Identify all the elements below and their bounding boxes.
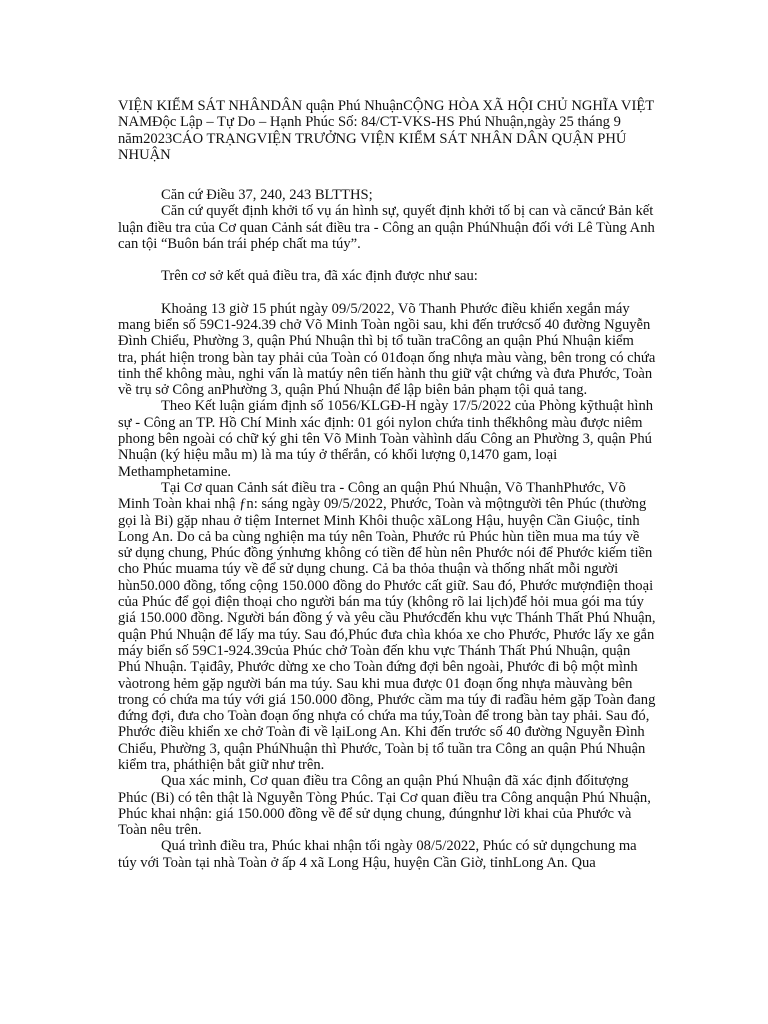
paragraph-investigation: Quá trình điều tra, Phúc khai nhận tối ngày 08/5/2022, Phúc có sử dụngchung ma túy với Toàn tại nhà Toàn ở ấp 4 xã Long Hậu, huyện Cần Giờ, tỉnhLong An. Qua [118,838,637,871]
paragraph-verification: Qua xác minh, Cơ quan điều tra Công an quận Phú Nhuận đã xác định đốitượng Phúc (Bi) có tên thật là Nguyễn Tòng Phúc. Tại Cơ quan điều tra Công anquận Phú Nhuận, Phúc khai nhận: giá 150.000 đồng về để sử dụng chung, đúngnhư lời khai của Phước và Toàn nêu trên. [118,773,651,839]
paragraph-legal-basis: Căn cứ Điều 37, 240, 243 BLTTHS; [161,187,373,204]
paragraph-arrest: Khoảng 13 giờ 15 phút ngày 09/5/2022, Võ Thanh Phước điều khiển xegắn máy mang biển số 59C1-924.39 chở Võ Minh Toàn ngồi sau, khi đến trướcsố 40 đường Nguyễn Đình Chiểu, Phường 3, quận Phú Nhuận thì bị tổ tuần traCông an quận Phú Nhuận kiểm tra, phát hiện trong bàn tay phải của Toàn có 01đoạn ống nhựa màu vàng, bên trong có chứa tinh thể không màu, nghi vấn là matúy nên tiến hành thu giữ vật chứng và đưa Phước, Toàn về trụ sở Công anPhường 3, quận Phú Nhuận để lập biên bản phạm tội quả tang. [118,300,656,399]
paragraph-findings-intro: Trên cơ sở kết quả điều tra, đã xác định được như sau: [161,268,478,285]
paragraph-testimony: Tại Cơ quan Cảnh sát điều tra - Công an quận Phú Nhuận, Võ ThanhPhước, Võ Minh Toàn khai nhậ ƒn: sáng ngày 09/5/2022, Phước, Toàn và mộtngười tên Phúc (thường gọi là Bi) gặp nhau ở tiệm Internet Minh Khôi thuộc xãLong Hậu, huyện Cần Giuộc, tỉnh Long An. Do cả ba cùng nghiện ma túy nên Toàn, Phước rủ Phúc hùn tiền mua ma túy về sử dụng chung, Phúc đồng ýnhưng không có tiền để hùn nên Phước nói để Phước kiếm tiền cho Phúc muama túy về để sử dụng chung. Cả ba thỏa thuận và thống nhất mỗi người hùn50.000 đồng, tổng cộng 150.000 đồng do Phước cất giữ. Sau đó, Phước mượnđiện thoại của Phúc để gọi điện thoại cho người bán ma túy (không rõ lai lịch)để hỏi mua gói ma túy giá 150.000 đồng. Người bán đồng ý và yêu cầu Phướcđến khu vực Thánh Thất Phú Nhuận, quận Phú Nhuận để lấy ma túy. Sau đó,Phúc đưa chìa khóa xe cho Phước, Phước lấy xe gắn máy biển số 59C1-924.39của Phúc chở Toàn đến khu vực Thánh Thất Phú Nhuận, quận Phú Nhuận. Tạiđây, Phước dừng xe cho Toàn đứng đợi bên ngoài, Phước đi bộ một mình vàotrong hẻm gặp người bán ma túy. Sau khi mua được 01 đoạn ống nhựa màuvàng bên trong có chứa ma túy với giá 150.000 đồng, Phước cầm ma túy đi rađầu hẻm gặp Toàn đang đứng đợi, đưa cho Toàn đoạn ống nhựa có chứa ma túy,Toàn để trong bàn tay phải. Sau đó, Phước điều khiển xe chở Toàn đi về lạiLong An. Khi đến trước số 40 đường Nguyễn Đình Chiểu, Phường 3, quận PhúNhuận thì Phước, Toàn bị tổ tuần tra Công an quận Phú Nhuận kiểm tra, pháthiện bắt giữ như trên. [118,479,656,773]
paragraph-forensic: Theo Kết luận giám định số 1056/KLGĐ-H ngày 17/5/2022 của Phòng kỹthuật hình sự - Công an TP. Hồ Chí Minh xác định: 01 gói nylon chứa tinh thểkhông màu được niêm phong bên ngoài có chữ ký ghi tên Võ Minh Toàn vàhình dấu Công an Phường 3, quận Phú Nhuận (ký hiệu mẫu m) là ma túy ở thểrắn, có khối lượng 0,1470 gam, loại Methamphetamine. [118,398,654,480]
paragraph-decision-basis: Căn cứ quyết định khởi tố vụ án hình sự, quyết định khởi tố bị can và căncứ Bản kết luận điều tra của Cơ quan Cảnh sát điều tra - Công an quận PhúNhuận đối với Lê Tùng Anh can tội “Buôn bán trái phép chất ma túy”. [118,203,655,253]
document-header: VIỆN KIỂM SÁT NHÂNDÂN quận Phú NhuậnCỘNG HÒA XÃ HỘI CHỦ NGHĨA VIỆT NAMĐộc Lập – Tự Do – Hạnh Phúc Số: 84/CT-VKS-HS Phú Nhuận,ngày 25 tháng 9 năm2023CÁO TRẠNGVIỆN TRƯỞNG VIỆN KIỂM SÁT NHÂN DÂN QUẬN PHÚ NHUẬN [118,98,654,163]
